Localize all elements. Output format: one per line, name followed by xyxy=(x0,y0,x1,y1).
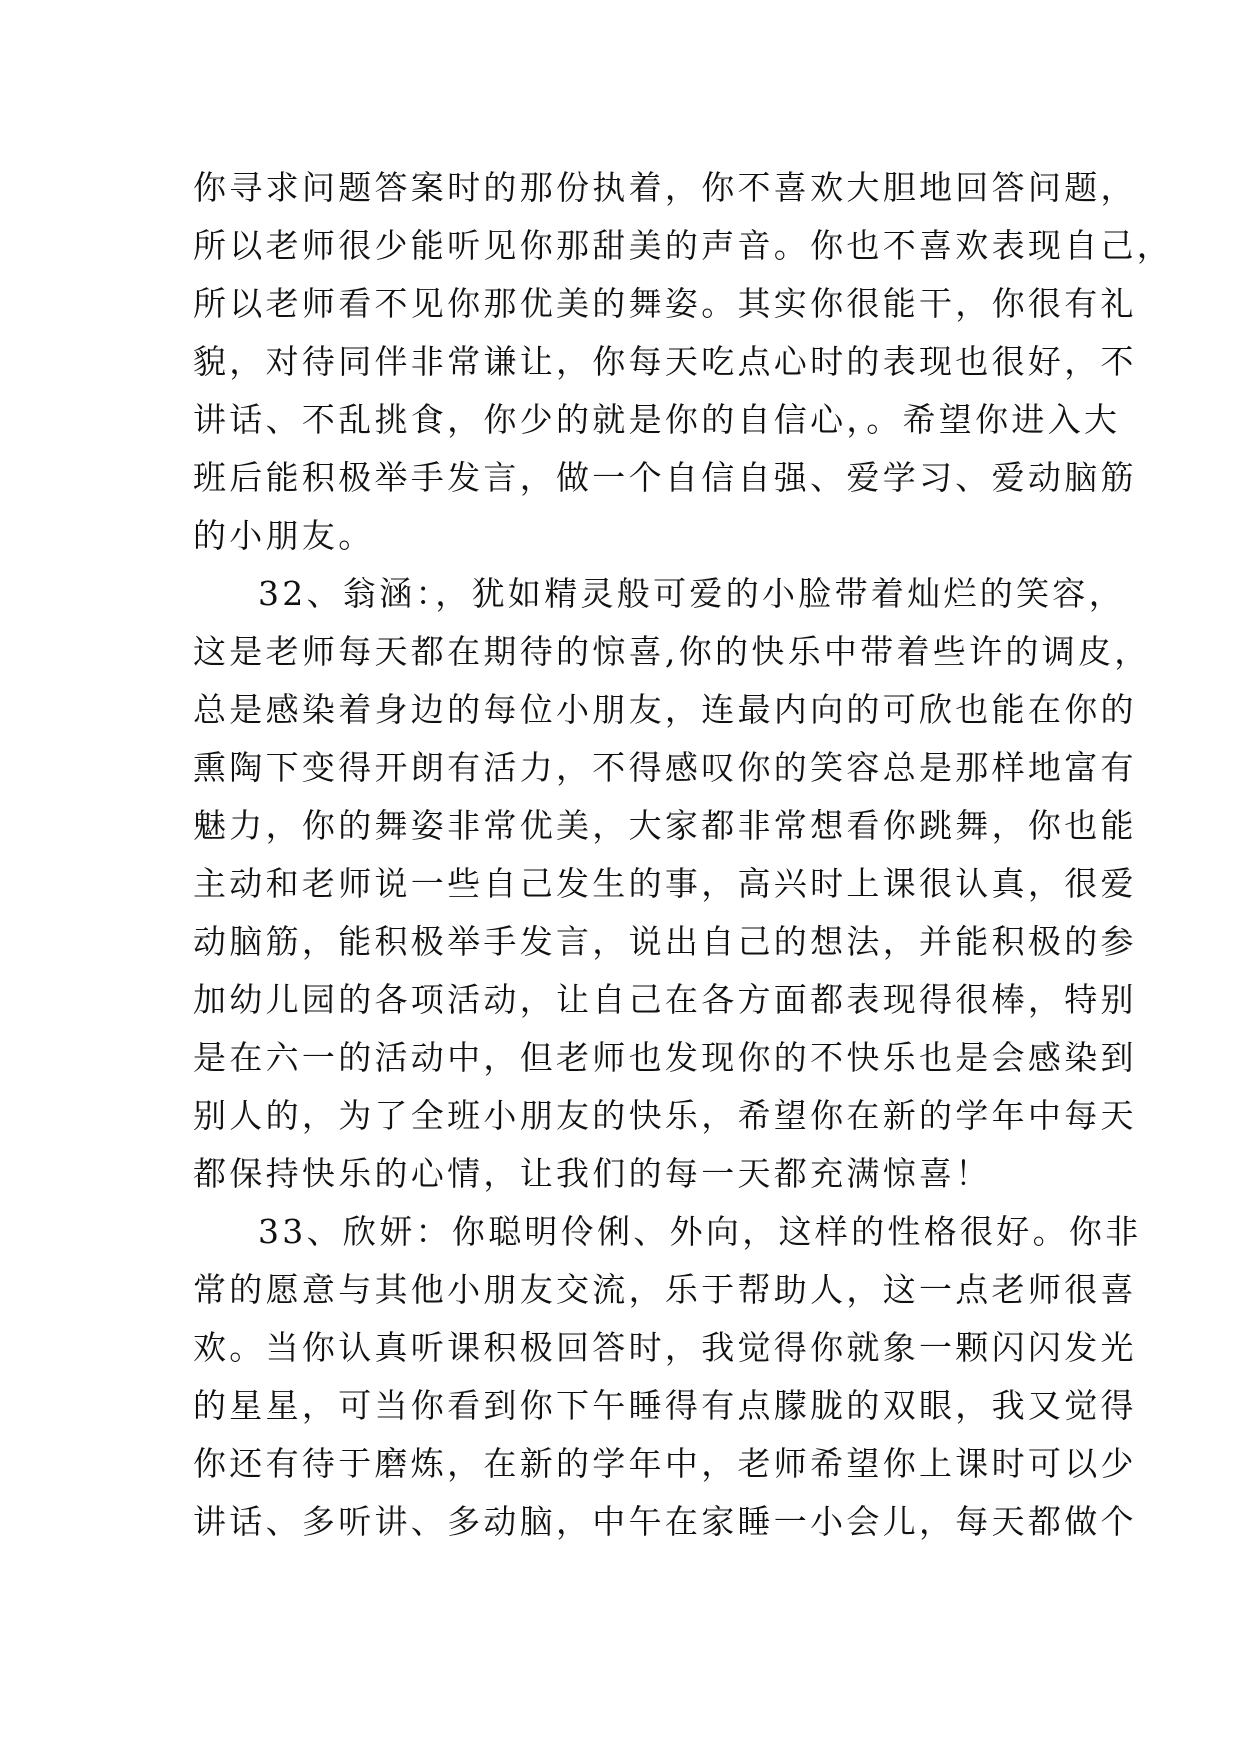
text-line: 的小朋友。 xyxy=(193,516,375,555)
paragraph-start-line: 32、翁涵：，犹如精灵般可爱的小脸带着灿烂的笑容， xyxy=(258,574,1125,613)
text-line: 别人的，为了全班小朋友的快乐，希望你在新的学年中每天 xyxy=(193,1096,1137,1135)
text-line: 所以老师很少能听见你那甜美的声音。你也不喜欢表现自己， xyxy=(193,226,1174,265)
text-line: 你寻求问题答案时的那份执着，你不喜欢大胆地回答问题， xyxy=(193,168,1137,207)
text-line: 所以老师看不见你那优美的舞姿。其实你很能干，你很有礼 xyxy=(193,284,1137,323)
text-line: 动脑筋，能积极举手发言，说出自己的想法，并能积极的参 xyxy=(193,922,1137,961)
text-line: 的星星，可当你看到你下午睡得有点朦胧的双眼，我又觉得 xyxy=(193,1386,1137,1425)
text-line: 都保持快乐的心情，让我们的每一天都充满惊喜！ xyxy=(193,1154,992,1193)
text-line: 常的愿意与其他小朋友交流，乐于帮助人，这一点老师很喜 xyxy=(193,1270,1137,1309)
text-line: 班后能积极举手发言，做一个自信自强、爱学习、爱动脑筋 xyxy=(193,458,1137,497)
text-line: 欢。当你认真听课积极回答时，我觉得你就象一颗闪闪发光 xyxy=(193,1328,1137,1367)
text-line: 是在六一的活动中，但老师也发现你的不快乐也是会感染到 xyxy=(193,1038,1137,1077)
text-line: 你还有待于磨炼，在新的学年中，老师希望你上课时可以少 xyxy=(193,1444,1137,1483)
paragraph-start-line: 33、欣妍：你聪明伶俐、外向，这样的性格很好。你非 xyxy=(258,1212,1142,1251)
text-line: 讲话、不乱挑食，你少的就是你的自信心，。希望你进入大 xyxy=(193,400,1121,439)
text-line: 貌，对待同伴非常谦让，你每天吃点心时的表现也很好，不 xyxy=(193,342,1137,381)
text-line: 加幼儿园的各项活动，让自己在各方面都表现得很棒，特别 xyxy=(193,980,1137,1019)
text-line: 主动和老师说一些自己发生的事，高兴时上课很认真，很爱 xyxy=(193,864,1137,903)
text-line: 总是感染着身边的每位小朋友，连最内向的可欣也能在你的 xyxy=(193,690,1137,729)
text-line: 讲话、多听讲、多动脑，中午在家睡一小会儿，每天都做个 xyxy=(193,1502,1137,1541)
text-line: 这是老师每天都在期待的惊喜,你的快乐中带着些许的调皮， xyxy=(193,632,1151,671)
text-line: 熏陶下变得开朗有活力，不得感叹你的笑容总是那样地富有 xyxy=(193,748,1137,787)
text-line: 魅力，你的舞姿非常优美，大家都非常想看你跳舞，你也能 xyxy=(193,806,1137,845)
